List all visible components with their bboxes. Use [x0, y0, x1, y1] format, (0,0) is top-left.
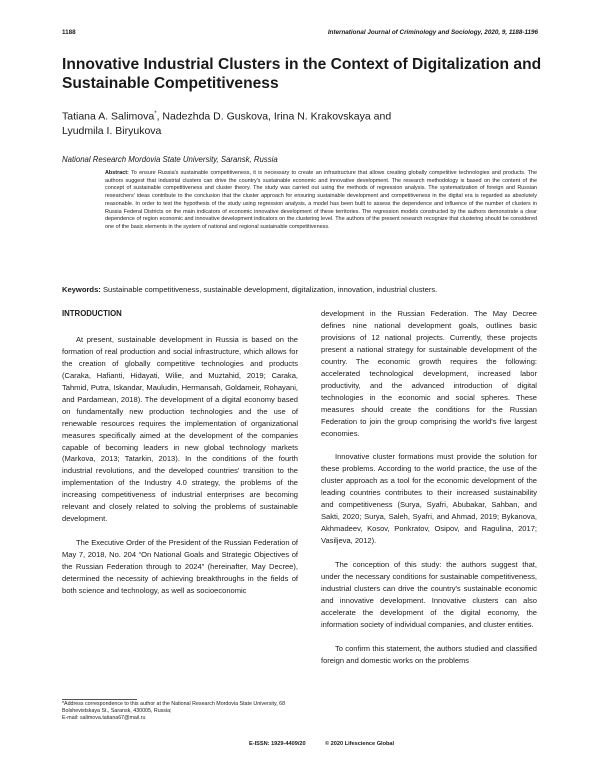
- paper-title: Innovative Industrial Clusters in the Context of Digitalization and Sustainable Competitiveness: [62, 56, 542, 92]
- abstract-text: To ensure Russia's sustainable competitiveness, it is necessary to create an infrastructure that allows creating globally competitive technologies and products. The authors suggest that industrial clusters can drive the country's sustainable economic and innovative development. The research methodology is based on the content of the concept of sustainable competitiveness and cluster theory. The study was carried out using the methods of regression analysis. The systematization of foreign and Russian researchers' ideas contribute to the conclusion that the cluster approach for ensuring sustainable development and competitiveness in the digital era is regarded as absolutely reasonable. In order to test the hypothesis of the study using regression analysis, a model has been built to assess the dependence and influence of the number of clusters in Russia Federal Districts on the main indicators of economic innovative development of these territories. The regression models constructed by the authors demonstrate a clear dependence of region economic and innovative development indicators on the clustering level. The authors of the present research recognize that clustering should be considered one of the basic elements in the system of national and regional sustainable competitiveness.: [105, 170, 537, 230]
- keywords-label: Keywords:: [62, 285, 101, 294]
- keywords-text: Sustainable competitiveness, sustainable development, digitalization, innovation, industrial clusters.: [102, 285, 438, 294]
- footnote-rule: [62, 699, 137, 700]
- section-heading-introduction: INTRODUCTION: [62, 309, 122, 318]
- paragraph: Innovative cluster formations must provide the solution for these problems. According to the world practice, the use of the cluster approach as a tool for the economic development of the leading countries contributes to their increased sustainability and competitiveness (Surya, Syafri, Abubakar, Sahban, and Sakti, 2020; Surya, Saleh, Syafri, and Ahmad, 2019; Bykanova, Akhmadeev, Kosov, Ponkratov, Osipov, and Ragulina, 2017; Vasiljeva, 2012).: [321, 452, 537, 546]
- paragraph: development in the Russian Federation. The May Decree defines nine national development goals, outlines basic provisions of 12 national projects. Currently, these projects present a national strategy for sustainable development of the country. The economic growth requires the following: accelerated technological development, increased labor productivity, and the advanced introduction of digital technologies in the economic and social spheres. These measures should create the conditions for the Russian Federation to join the group comprising the world's five largest economies.: [321, 309, 537, 438]
- paragraph: To confirm this statement, the authors studied and classified foreign and domestic works on the problems: [321, 643, 537, 665]
- paragraph: At present, sustainable development in Russia is based on the formation of real production and social infrastructure, which allows for the creation of globally competitive technologies and products (Caraka, Hafianti, Hidayati, Wilie, and Muztahid, 2019; Caraka, Tahmid, Putra, Iskandar, Mauludin, Hermansah, Goldameir, Rohayani, and Pardamean, 2018). The development of a digital economy based on fundamentally new production technologies and the use of renewable resources requires the implementation of organizational measures specifically aimed at the development of the companies capable of becoming leaders in new global technology markets (Markova, 2013; Tatarkin, 2013). In the conditions of the fourth industrial revolutions, and the developed countries' transition to the implementation of the Industry 4.0 strategy, the problems of the increasing competitiveness of industrial enterprises are becoming relevant and closely related to solving the problems of sustainable development.: [62, 334, 298, 524]
- paragraph: The conception of this study: the authors suggest that, under the necessary conditions for sustainable competitiveness, industrial clusters can drive the country's sustainable economic and innovative development. Innovative clusters can also accelerate the development of the digital economy, the information society of individual companies, and cluster entities.: [321, 560, 537, 629]
- author-last: Lyudmila I. Biryukova: [62, 125, 162, 137]
- keywords: [62, 285, 542, 294]
- affiliation: National Research Mordovia State University, Saransk, Russia: [62, 155, 278, 164]
- corresponding-mark: *: [154, 111, 157, 117]
- eissn: E-ISSN: 1929-4409/20: [249, 741, 306, 747]
- abstract-label: Abstract:: [105, 170, 129, 176]
- author-first: Tatiana A. Salimova: [62, 110, 155, 123]
- authors: [62, 107, 532, 139]
- column-right: [321, 308, 537, 667]
- abstract: [105, 170, 537, 232]
- journal-citation: International Journal of Criminology and Sociology, 2020, 9, 1188-1196: [327, 29, 538, 36]
- footnote: [62, 701, 300, 721]
- paragraph: The Executive Order of the President of the Russian Federation of May 7, 2018, No. 204 “On National Goals and Strategic Objectives of the Russian Federation through to 2024” (hereinafter, May Decree), determined the necessity of achieving breakthroughs in the fields of both science and technology, as well as socioeconomic: [62, 538, 298, 596]
- author-rest: , Nadezhda D. Guskova, Irina N. Krakovskaya and: [156, 110, 392, 123]
- page-number: 1188: [62, 29, 76, 36]
- copyright: © 2020 Lifescience Global: [325, 741, 395, 747]
- column-left: [62, 308, 298, 597]
- footnote-address: *Address correspondence to this author at the National Research Mordovia State University, 68 Bolshevistskaya St., Saransk, 430005, Russia;: [62, 701, 286, 714]
- footnote-email: E-mail: salimova.tatiana67@mail.ru: [62, 714, 146, 721]
